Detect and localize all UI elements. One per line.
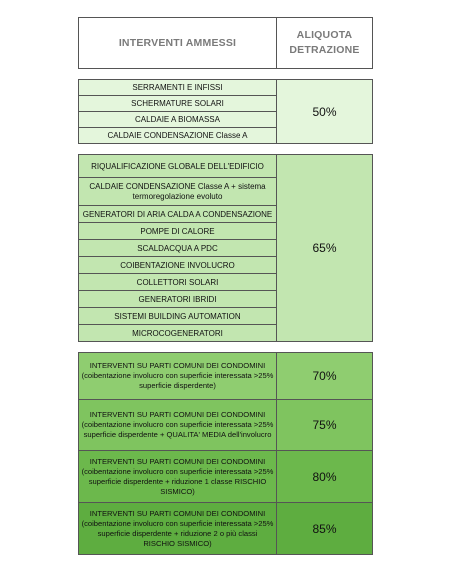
header-aliquota-line2: DETRAZIONE: [289, 44, 360, 56]
detrazioni-table-container: [78, 17, 372, 555]
intervention-item: INTERVENTI SU PARTI COMUNI DEI CONDOMINI (coibentazione involucro con superficie interessata >25% superficie disperdente): [79, 353, 277, 400]
table-row: [79, 451, 373, 503]
intervention-item: RIQUALIFICAZIONE GLOBALE DELL'EDIFICIO: [79, 155, 277, 178]
rate-cell: 80%: [277, 451, 373, 503]
rate-cell: 70%: [277, 353, 373, 400]
intervention-item: CALDAIE CONDENSAZIONE Classe A + sistema termoregolazione evoluto: [79, 178, 277, 206]
table-row: [79, 80, 373, 96]
spacer: [78, 69, 372, 79]
header-aliquota-line1: ALIQUOTA: [296, 29, 353, 41]
intervention-item: GENERATORI DI ARIA CALDA A CONDENSAZIONE: [79, 206, 277, 223]
rate-cell: 65%: [277, 155, 373, 342]
intervention-item: INTERVENTI SU PARTI COMUNI DEI CONDOMINI (coibentazione involucro con superficie interessata >25% superficie disperdente + riduzione 2 o più classi RISCHIO SISMICO): [79, 503, 277, 555]
intervention-item: COLLETTORI SOLARI: [79, 274, 277, 291]
header-row: [79, 18, 373, 69]
group-65-table: [78, 154, 373, 342]
intervention-item: COIBENTAZIONE INVOLUCRO: [79, 257, 277, 274]
intervention-item: MICROCOGENERATORI: [79, 325, 277, 342]
table-row: [79, 400, 373, 451]
table-row: [79, 503, 373, 555]
intervention-item: SERRAMENTI E INFISSI: [79, 80, 277, 96]
intervention-item: INTERVENTI SU PARTI COMUNI DEI CONDOMINI (coibentazione involucro con superficie interessata >25% superficie disperdente + QUALITA' MEDIA dell'involucro: [79, 400, 277, 451]
group-50-table: [78, 79, 373, 144]
rate-cell: 75%: [277, 400, 373, 451]
intervention-item: GENERATORI IBRIDI: [79, 291, 277, 308]
rate-cell: 50%: [277, 80, 373, 144]
intervention-item: CALDAIE A BIOMASSA: [79, 112, 277, 128]
intervention-item: SCALDACQUA A PDC: [79, 240, 277, 257]
header-interventi: INTERVENTI AMMESSI: [79, 18, 277, 69]
intervention-item: POMPE DI CALORE: [79, 223, 277, 240]
spacer: [78, 144, 372, 154]
header-aliquota: [277, 18, 373, 69]
table-row: [79, 353, 373, 400]
intervention-item: SCHERMATURE SOLARI: [79, 96, 277, 112]
header-table: [78, 17, 373, 69]
table-row: [79, 155, 373, 178]
spacer: [78, 342, 372, 352]
intervention-item: CALDAIE CONDENSAZIONE Classe A: [79, 128, 277, 144]
rate-cell: 85%: [277, 503, 373, 555]
intervention-item: INTERVENTI SU PARTI COMUNI DEI CONDOMINI (coibentazione involucro con superficie interessata >25% superficie disperdente + riduzione 1 classe RISCHIO SISMICO): [79, 451, 277, 503]
condomini-table: [78, 352, 373, 555]
intervention-item: SISTEMI BUILDING AUTOMATION: [79, 308, 277, 325]
